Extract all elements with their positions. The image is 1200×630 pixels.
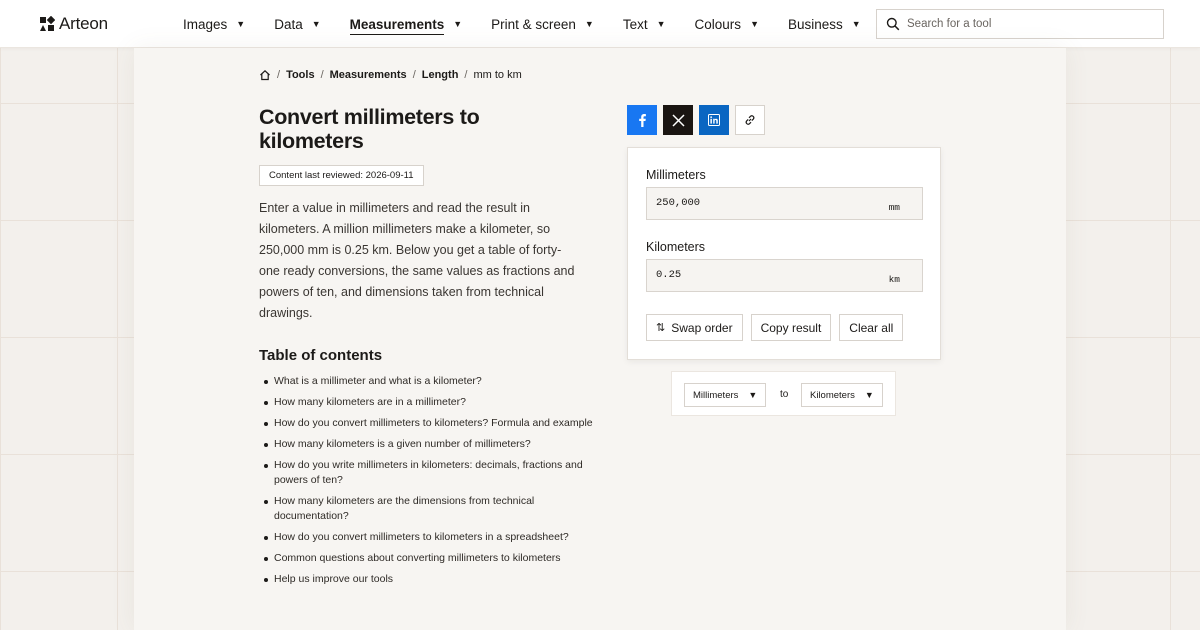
- chevron-down-icon: ▼: [236, 19, 246, 29]
- from-unit-select[interactable]: [684, 383, 766, 407]
- nav-label: Text: [622, 16, 648, 32]
- nav-item-measurements[interactable]: [350, 0, 462, 48]
- breadcrumb: [259, 69, 522, 81]
- converter-actions: [646, 314, 903, 341]
- kilometers-field: [646, 259, 923, 292]
- chevron-down-icon: ▼: [311, 19, 321, 29]
- linkedin-icon: [708, 114, 720, 126]
- swap-label: Swap order: [671, 320, 733, 335]
- toc-item[interactable]: How many kilometers are in a millimeter?: [274, 395, 594, 410]
- millimeters-unit: mm: [888, 202, 900, 213]
- x-icon: [672, 114, 685, 127]
- swap-icon: ⇅: [656, 322, 666, 334]
- nav-label: Print & screen: [491, 16, 576, 32]
- nav-item-images[interactable]: [183, 0, 245, 48]
- table-of-contents: [274, 374, 594, 593]
- breadcrumb-current: mm to km: [473, 69, 522, 81]
- page-title: Convert millimeters to kilometers: [259, 105, 480, 153]
- share-linkedin-button[interactable]: [699, 105, 729, 135]
- from-label: Millimeters: [646, 168, 706, 182]
- chevron-down-icon: ▼: [453, 19, 463, 29]
- from-unit-value: Millimeters: [693, 389, 739, 401]
- nav-label: Colours: [694, 16, 742, 32]
- home-icon[interactable]: [259, 69, 271, 81]
- toc-item[interactable]: What is a millimeter and what is a kilometer?: [274, 374, 594, 389]
- nav-item-data[interactable]: [274, 0, 320, 48]
- share-bar: [627, 105, 765, 135]
- logo-icon: [39, 16, 55, 32]
- search-box: [876, 9, 1164, 39]
- converter-card: [627, 147, 941, 360]
- swap-order-button[interactable]: [646, 314, 743, 341]
- main-nav: [183, 0, 890, 48]
- search-input[interactable]: [907, 18, 1147, 30]
- toc-item[interactable]: Help us improve our tools: [274, 572, 594, 587]
- chevron-down-icon: ▼: [750, 19, 759, 29]
- kilometers-unit: km: [888, 274, 900, 285]
- to-unit-value: Kilometers: [810, 389, 855, 401]
- brand-logo[interactable]: [39, 14, 108, 34]
- nav-label: Data: [274, 16, 303, 32]
- search-icon: [886, 17, 900, 31]
- breadcrumb-length[interactable]: Length: [421, 69, 459, 81]
- chevron-down-icon: ▼: [864, 390, 874, 400]
- nav-label: Images: [183, 16, 228, 32]
- facebook-icon: [636, 113, 648, 127]
- nav-label: Measurements: [349, 16, 445, 32]
- unit-switcher: [671, 371, 896, 416]
- toc-item[interactable]: How many kilometers is a given number of millimeters?: [274, 437, 594, 452]
- share-x-button[interactable]: [663, 105, 693, 135]
- to-word: to: [780, 389, 789, 400]
- to-label: Kilometers: [646, 240, 706, 254]
- toc-item[interactable]: Common questions about converting millimeters to kilometers: [274, 551, 594, 566]
- breadcrumb-separator: /: [412, 69, 416, 81]
- toc-item[interactable]: How do you write millimeters in kilometers: decimals, fractions and powers of ten?: [274, 458, 594, 488]
- nav-item-business[interactable]: [788, 0, 861, 48]
- millimeters-field: [646, 187, 923, 220]
- nav-label: Business: [787, 16, 843, 32]
- top-bar: [0, 0, 1200, 48]
- intro-paragraph: Enter a value in millimeters and read the result in kilometers. A million millimeters make a kilometer, so 250,000 mm is 0.25 km. Below you get a table of forty-one ready conversions, the same values as fractions and powers of ten, and dimensions taken from technical drawings.: [259, 201, 575, 320]
- to-unit-select[interactable]: [801, 383, 883, 407]
- copy-result-button[interactable]: Copy result: [751, 314, 832, 341]
- reviewed-badge: Content last reviewed: 2026-09-11: [259, 165, 424, 186]
- chevron-down-icon: ▼: [748, 390, 758, 400]
- breadcrumb-tools[interactable]: Tools: [286, 69, 315, 81]
- nav-item-text[interactable]: [623, 0, 666, 48]
- clear-all-button[interactable]: Clear all: [839, 314, 903, 341]
- toc-item[interactable]: How many kilometers are the dimensions from technical documentation?: [274, 494, 594, 524]
- breadcrumb-separator: /: [320, 69, 324, 81]
- chevron-down-icon: ▼: [584, 19, 594, 29]
- toc-heading: Table of contents: [259, 347, 383, 364]
- breadcrumb-measurements[interactable]: Measurements: [329, 69, 407, 81]
- chevron-down-icon: ▼: [656, 19, 666, 29]
- share-facebook-button[interactable]: [627, 105, 657, 135]
- copy-link-button[interactable]: [735, 105, 765, 135]
- millimeters-input[interactable]: [656, 197, 856, 209]
- brand-name: Arteon: [59, 14, 108, 33]
- nav-item-print-screen[interactable]: [491, 0, 594, 48]
- breadcrumb-separator: /: [464, 69, 468, 81]
- link-icon: [743, 113, 757, 127]
- kilometers-input[interactable]: [656, 269, 856, 281]
- nav-item-colours[interactable]: [695, 0, 759, 48]
- toc-item[interactable]: How do you convert millimeters to kilometers? Formula and example: [274, 417, 593, 429]
- toc-item[interactable]: How do you convert millimeters to kilometers in a spreadsheet?: [274, 530, 594, 545]
- chevron-down-icon: ▼: [851, 19, 861, 29]
- breadcrumb-separator: /: [277, 69, 281, 81]
